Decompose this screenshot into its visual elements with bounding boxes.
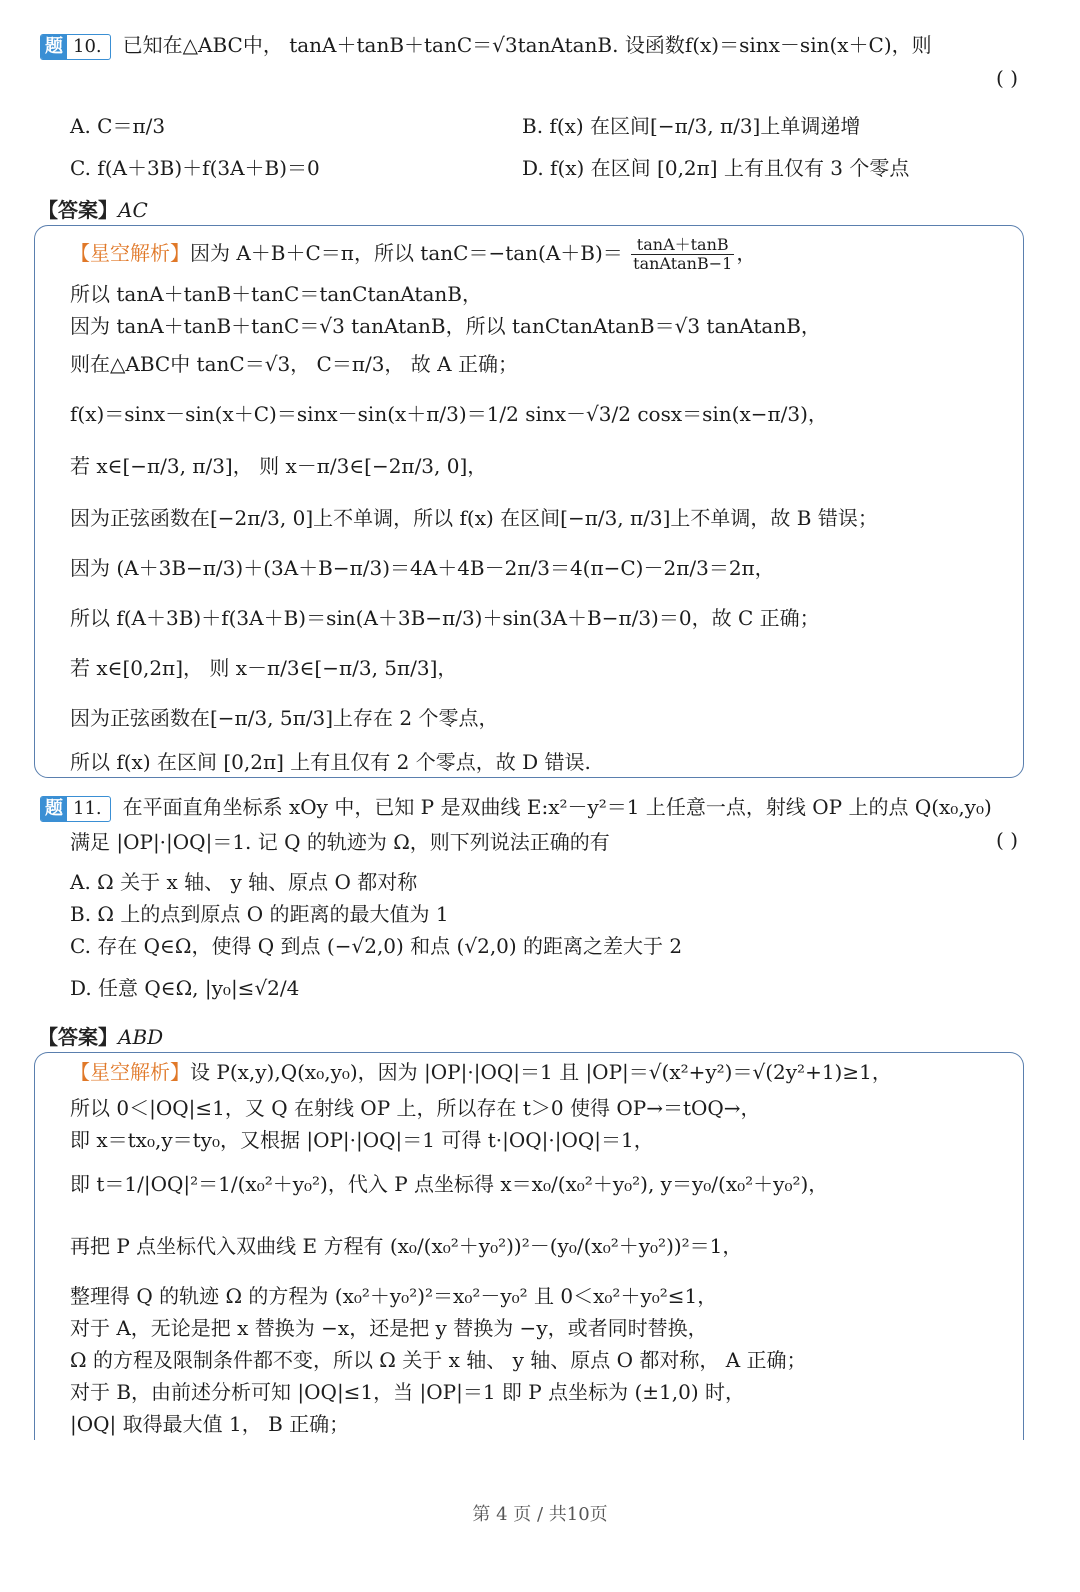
option-c: C. f(A＋3B)＋f(3A＋B)＝0 [70, 156, 320, 180]
question-11-stem: 题 11. 在平面直角坐标系 xOy 中，已知 P 是双曲线 E:x²－y²＝1 上任意一点，射线 OP 上的点 Q(x₀,y₀) [40, 792, 992, 822]
option-b: B. f(x) 在区间[−π/3, π/3]上单调递增 [522, 114, 861, 138]
analysis-line: 所以 0＜|OQ|≤1，又 Q 在射线 OP 上，所以存在 t＞0 使得 OP→＝tOQ→， [70, 1096, 761, 1120]
analysis-line: 即 t＝1/|OQ|²＝1/(x₀²＋y₀²)，代入 P 点坐标得 x＝x₀/(x₀²＋y₀²), y＝y₀/(x₀²＋y₀²)， [70, 1172, 829, 1196]
analysis-line: 则在△ABC中 tanC＝√3， C＝π/3， 故 A 正确； [70, 352, 518, 376]
analysis-line: 所以 tanA＋tanB＋tanC＝tanCtanAtanB， [70, 282, 482, 306]
analysis-line: 再把 P 点坐标代入双曲线 E 方程有 (x₀/(x₀²＋y₀²))²－(y₀/(x₀²＋y₀²))²＝1， [70, 1234, 743, 1258]
analysis-line: 即 x＝tx₀,y＝ty₀，又根据 |OP|·|OQ|＝1 可得 t·|OQ|·|OQ|＝1， [70, 1128, 654, 1152]
analysis-line: 所以 f(A＋3B)＋f(3A＋B)＝sin(A＋3B−π/3)＋sin(3A＋B−π/3)＝0，故 C 正确； [70, 606, 820, 630]
analysis-line: 对于 A，无论是把 x 替换为 −x，还是把 y 替换为 −y，或者同时替换， [70, 1316, 708, 1340]
analysis-line: Ω 的方程及限制条件都不变，所以 Ω 关于 x 轴、 y 轴、原点 O 都对称， A 正确； [70, 1348, 807, 1372]
analysis-line: 因为正弦函数在[−π/3, 5π/3]上存在 2 个零点， [70, 706, 499, 730]
answer-bracket: ( ) [996, 828, 1018, 852]
answer-line: 【答案】ABD [38, 1025, 164, 1049]
option-d: D. 任意 Q∈Ω, |y₀|≤√2/4 [70, 976, 300, 1000]
analysis-line: 因为 tanA＋tanB＋tanC＝√3 tanAtanB，所以 tanCtanAtanB＝√3 tanAtanB， [70, 314, 821, 338]
option-c: C. 存在 Q∈Ω，使得 Q 到点 (−√2,0) 和点 (√2,0) 的距离之差大于 2 [70, 934, 683, 958]
analysis-line: 整理得 Q 的轨迹 Ω 的方程为 (x₀²＋y₀²)²＝x₀²－y₀² 且 0＜x₀²＋y₀²≤1， [70, 1284, 718, 1308]
analysis-line: 【星空解析】因为 A＋B＋C＝π，所以 tanC＝−tan(A＋B)＝ $\frac{\tan A+\tan B}{\text{tanAtanB−1}}$ ， [70, 235, 757, 273]
answer-line: 【答案】AC [38, 198, 148, 222]
option-a: A. C＝π/3 [70, 114, 166, 138]
page-footer: 第 4 页 / 共10页 [472, 1504, 608, 1525]
option-b: B. Ω 上的点到原点 O 的距离的最大值为 1 [70, 902, 449, 926]
question-11-stem-cont: 满足 |OP|·|OQ|＝1. 记 Q 的轨迹为 Ω，则下列说法正确的有 [70, 830, 610, 854]
option-a: A. Ω 关于 x 轴、 y 轴、原点 O 都对称 [70, 870, 418, 894]
analysis-line: |OQ| 取得最大值 1， B 正确； [70, 1412, 350, 1436]
analysis-line: 【星空解析】设 P(x,y),Q(x₀,y₀)，因为 |OP|·|OQ|＝1 且 |OP|＝√(x²+y²)＝√(2y²+1)≥1， [70, 1060, 892, 1084]
question-tag: 题 11. [40, 796, 111, 822]
option-d: D. f(x) 在区间 [0,2π] 上有且仅有 3 个零点 [522, 156, 910, 180]
answer-bracket: ( ) [996, 66, 1018, 90]
fraction: $\frac{\tan A+\tan B}{\text{tanAtanB−1}}$ [633, 235, 733, 273]
analysis-line: 若 x∈[0,2π]， 则 x－π/3∈[−π/3, 5π/3]， [70, 656, 458, 680]
question-tag: 题 10. [40, 34, 111, 60]
analysis-line: 所以 f(x) 在区间 [0,2π] 上有且仅有 2 个零点，故 D 错误. [70, 750, 591, 774]
analysis-line: 因为 (A＋3B−π/3)＋(3A＋B−π/3)＝4A＋4B－2π/3＝4(π−C)－2π/3＝2π， [70, 556, 775, 580]
analysis-line: 对于 B，由前述分析可知 |OQ|≤1，当 |OP|＝1 即 P 点坐标为 (±1,0) 时， [70, 1380, 745, 1404]
analysis-line: 若 x∈[−π/3, π/3]， 则 x－π/3∈[−2π/3, 0]， [70, 454, 488, 478]
analysis-line: f(x)＝sinx－sin(x＋C)＝sinx－sin(x＋π/3)＝1/2 sinx－√3/2 cosx＝sin(x−π/3)， [70, 402, 828, 426]
analysis-line: 因为正弦函数在[−2π/3, 0]上不单调，所以 f(x) 在区间[−π/3, π/3]上不单调，故 B 错误； [70, 506, 878, 530]
question-10-stem: 题 10. 已知在△ABC中， tanA＋tanB＋tanC＝√3tanAtanB. 设函数f(x)＝sinx－sin(x＋C)，则 [40, 30, 932, 60]
